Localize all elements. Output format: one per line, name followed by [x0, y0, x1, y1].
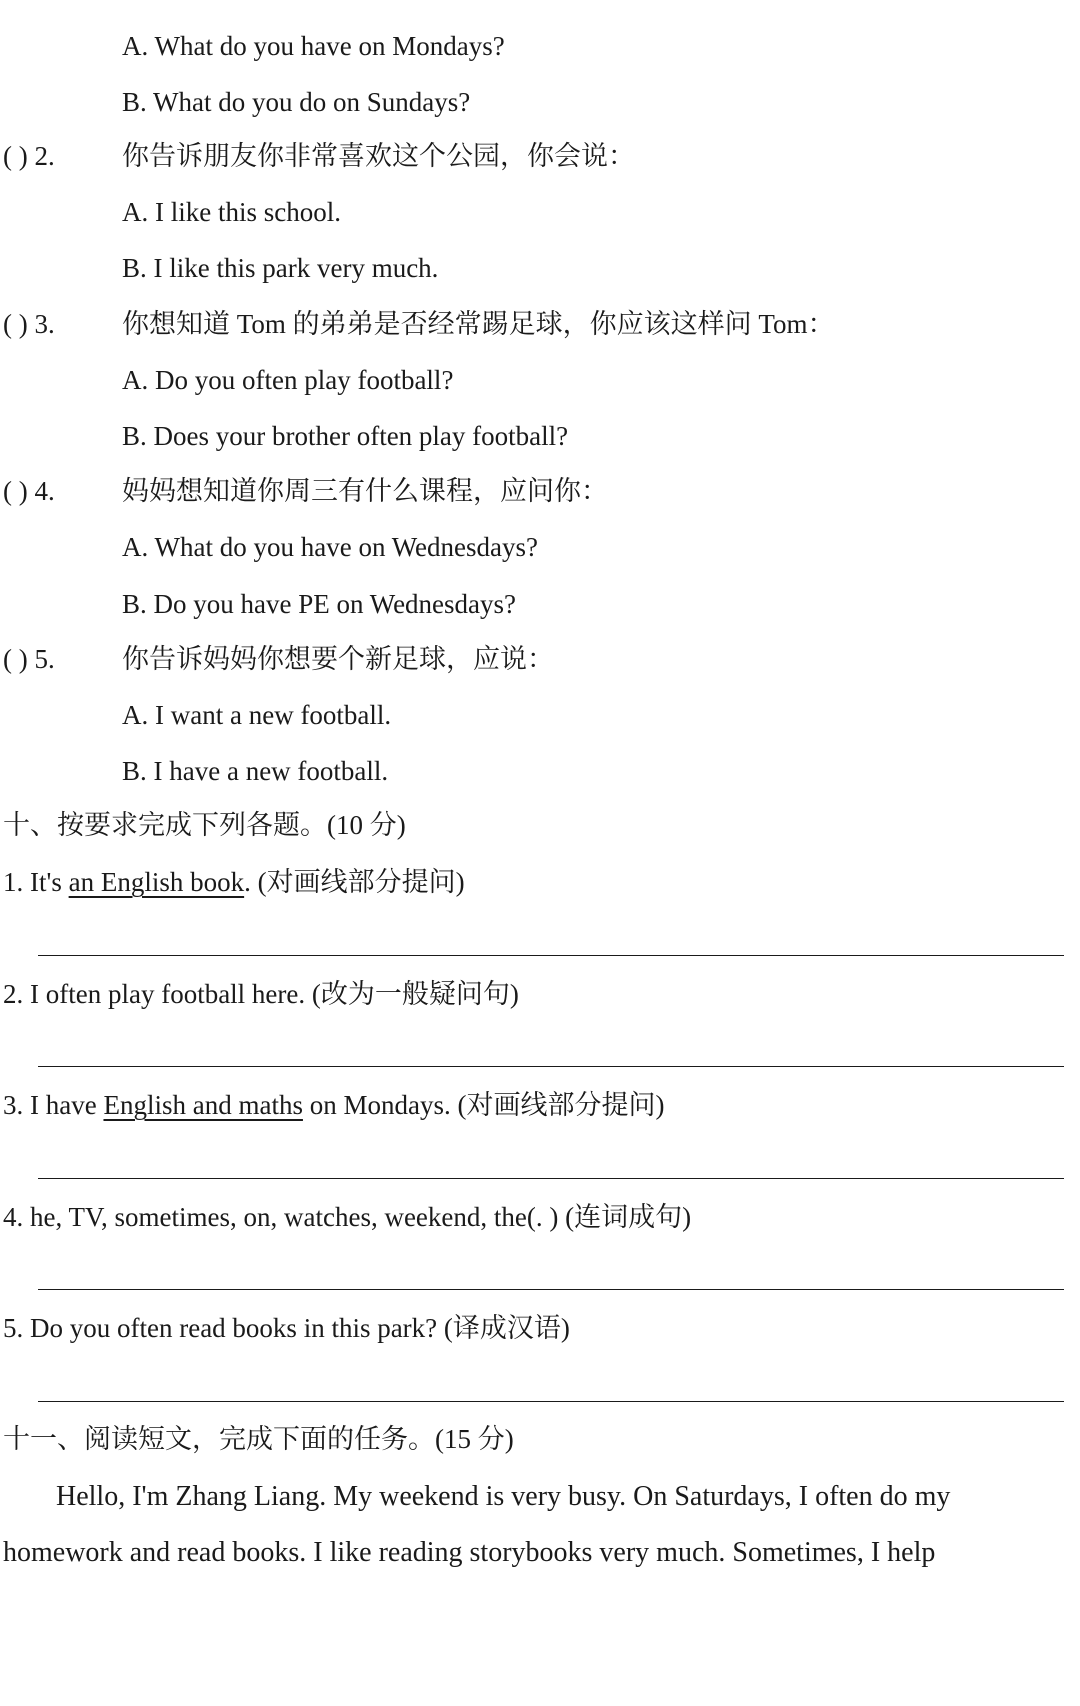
q4-option-b: B. Do you have PE on Wednesdays?	[122, 589, 517, 619]
section11-heading: 十一、阅读短文，完成下面的任务。(15 分)	[3, 1424, 514, 1454]
q3-option-a: A. Do you often play football?	[122, 365, 454, 395]
passage-line-2: homework and read books. I like reading storybooks very much. Sometimes, I help	[3, 1537, 936, 1568]
q3-prompt: 你想知道 Tom 的弟弟是否经常踢足球，你应该这样问 Tom：	[122, 309, 835, 339]
q4-option-a: A. What do you have on Wednesdays?	[122, 532, 538, 562]
s10-item-2: 2. I often play football here. (改为一般疑问句)	[3, 979, 519, 1009]
s10-item-3	[3, 1092, 664, 1119]
section10-heading: 十、按要求完成下列各题。(10 分)	[3, 810, 406, 840]
answer-line-2[interactable]	[38, 1066, 1064, 1067]
q2-number: ( ) 2.	[3, 141, 55, 171]
s10-item-3-post: on Mondays. (对画线部分提问)	[302, 1090, 665, 1120]
q1-option-a: A. What do you have on Mondays?	[122, 31, 505, 61]
q1-option-b: B. What do you do on Sundays?	[122, 87, 471, 117]
s10-item-1-post: . (对画线部分提问)	[244, 867, 465, 897]
q5-option-a: A. I want a new football.	[122, 700, 392, 730]
s10-item-1-pre: 1. It's	[3, 867, 69, 897]
s10-item-3-underlined: English and maths	[103, 1090, 303, 1120]
q5-prompt: 你告诉妈妈你想要个新足球，应说：	[122, 644, 554, 674]
s10-item-4: 4. he, TV, sometimes, on, watches, weekend, the(. ) (连词成句)	[3, 1202, 692, 1232]
answer-line-4[interactable]	[38, 1289, 1064, 1290]
passage-line-1: Hello, I'm Zhang Liang. My weekend is very busy. On Saturdays, I often do my	[56, 1481, 951, 1512]
answer-line-5[interactable]	[38, 1401, 1064, 1402]
q2-option-a: A. I like this school.	[122, 197, 341, 227]
q2-prompt: 你告诉朋友你非常喜欢这个公园，你会说：	[122, 141, 635, 171]
q3-number: ( ) 3.	[3, 309, 55, 339]
q4-number: ( ) 4.	[3, 476, 55, 506]
s10-item-1	[3, 869, 465, 896]
s10-item-1-underlined: an English book	[68, 867, 245, 897]
s10-item-3-pre: 3. I have	[3, 1090, 104, 1120]
q3-option-b: B. Does your brother often play football?	[122, 421, 569, 451]
q2-option-b: B. I like this park very much.	[122, 253, 439, 283]
answer-line-3[interactable]	[38, 1178, 1064, 1179]
s10-item-5: 5. Do you often read books in this park? (译成汉语)	[3, 1313, 570, 1343]
q5-number: ( ) 5.	[3, 644, 55, 674]
q5-option-b: B. I have a new football.	[122, 756, 389, 786]
answer-line-1[interactable]	[38, 955, 1064, 956]
q4-prompt: 妈妈想知道你周三有什么课程，应问你：	[122, 476, 608, 506]
